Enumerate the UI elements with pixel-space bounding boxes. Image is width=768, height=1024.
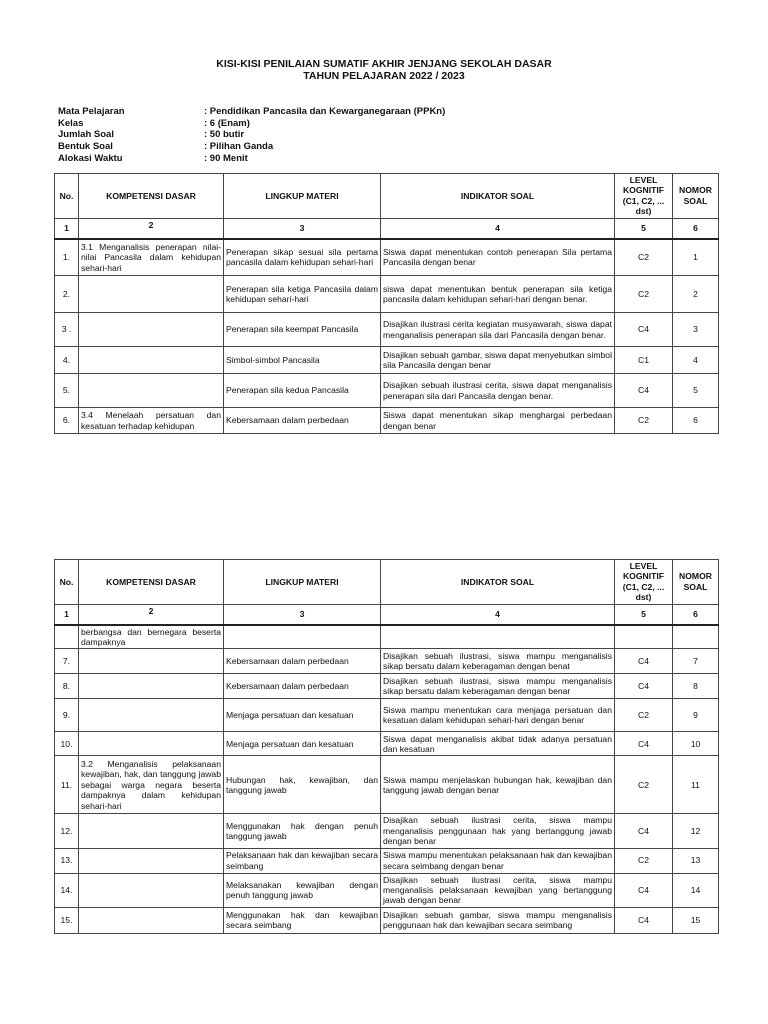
cell-indikator-soal: Disajikan sebuah ilustrasi cerita, siswa mampu menganalisis pelaksanaan kewajiban yang bertanggung jawab dengan benar: [381, 873, 615, 907]
cell-lingkup-materi: [224, 625, 381, 649]
table-row: [55, 814, 719, 848]
cell-indikator-soal: Disajikan ilustrasi cerita kegiatan musyawarah, siswa dapat menganalisis penerapan sila dari Pancasila dengan benar.: [381, 313, 615, 347]
table-row: [55, 848, 719, 873]
table-row: [55, 649, 719, 674]
cell-indikator-soal: Siswa mampu menentukan pelaksanaan hak dan kewajiban secara seimbang dengan benar: [381, 848, 615, 873]
cell-kompetensi-dasar: [79, 649, 224, 674]
table-row: [55, 313, 719, 347]
cell-level-kognitif: C4: [615, 732, 673, 756]
cell-nomor-soal: 10: [673, 732, 719, 756]
cell-nomor-soal: 13: [673, 848, 719, 873]
cell-no: 9.: [55, 699, 79, 732]
cell-kompetensi-dasar: [79, 873, 224, 907]
cell-indikator-soal: Siswa dapat menganalisis akibat tidak adanya persatuan dan kesatuan: [381, 732, 615, 756]
cell-no: 10.: [55, 732, 79, 756]
cell-nomor-soal: 3: [673, 313, 719, 347]
cell-lingkup-materi: Melaksanakan kewajiban dengan penuh tanggung jawab: [224, 873, 381, 907]
info-label: Alokasi Waktu: [58, 152, 123, 164]
table-row: [55, 276, 719, 313]
info-row: [58, 141, 445, 153]
info-row: [58, 129, 445, 141]
column-number: 3: [224, 218, 381, 239]
column-number: 4: [381, 604, 615, 625]
cell-kompetensi-dasar: 3.2 Menganalisis pelaksanaan kewajiban, hak, dan tanggung jawab sebagai warga negara beserta dampaknya dalam kehidupan sehari-hari: [79, 756, 224, 814]
column-number: 1: [55, 604, 79, 625]
column-number: 6: [673, 604, 719, 625]
info-value: : Pendidikan Pancasila dan Kewarganegaraan (PPKn): [204, 106, 446, 117]
cell-nomor-soal: 14: [673, 873, 719, 907]
info-label: Kelas: [58, 117, 84, 129]
cell-indikator-soal: Disajikan sebuah gambar, siswa mampu menganalisis penggunaan hak dan kewajiban secara seimbang: [381, 907, 615, 933]
cell-lingkup-materi: Menjaga persatuan dan kesatuan: [224, 699, 381, 732]
table-header-row: [55, 174, 719, 219]
cell-level-kognitif: C4: [615, 814, 673, 848]
header-level-kognitif: LEVEL KOGNITIF (C1, C2, ... dst): [615, 560, 673, 605]
cell-no: 3 .: [55, 313, 79, 347]
cell-no: 5.: [55, 374, 79, 408]
cell-kompetensi-dasar: [79, 848, 224, 873]
header-level-kognitif: LEVEL KOGNITIF (C1, C2, ... dst): [615, 174, 673, 219]
cell-kompetensi-dasar: [79, 732, 224, 756]
cell-nomor-soal: 8: [673, 674, 719, 699]
cell-nomor-soal: 15: [673, 907, 719, 933]
cell-level-kognitif: C4: [615, 873, 673, 907]
info-value: : Pilihan Ganda: [204, 141, 274, 153]
table-header-row: [55, 560, 719, 605]
cell-nomor-soal: [673, 625, 719, 649]
subject-info: [58, 106, 445, 165]
info-label: Jumlah Soal: [58, 129, 114, 141]
cell-kompetensi-dasar: [79, 374, 224, 408]
cell-level-kognitif: C1: [615, 347, 673, 374]
cell-no: 11.: [55, 756, 79, 814]
cell-lingkup-materi: Kebersamaan dalam perbedaan: [224, 408, 381, 434]
column-number: 5: [615, 218, 673, 239]
table-row: [55, 873, 719, 907]
cell-indikator-soal: siswa dapat menentukan bentuk penerapan sila ketiga pancasila dalam kehidupan sehari-hari dengan benar.: [381, 276, 615, 313]
cell-level-kognitif: C4: [615, 313, 673, 347]
cell-nomor-soal: 9: [673, 699, 719, 732]
cell-level-kognitif: C4: [615, 674, 673, 699]
column-number: 3: [224, 604, 381, 625]
cell-lingkup-materi: Kebersamaan dalam perbedaan: [224, 674, 381, 699]
cell-lingkup-materi: Menggunakan hak dengan penuh tanggung jawab: [224, 814, 381, 848]
info-value: : 90 Menit: [204, 152, 248, 164]
cell-lingkup-materi: Penerapan sila kedua Pancasila: [224, 374, 381, 408]
grid-table-2: [54, 559, 719, 934]
cell-indikator-soal: Siswa dapat menentukan contoh penerapan Sila pertama Pancasila dengan benar: [381, 239, 615, 276]
cell-no: 6.: [55, 408, 79, 434]
column-number: 2: [79, 218, 224, 239]
cell-level-kognitif: C2: [615, 848, 673, 873]
column-number: 5: [615, 604, 673, 625]
cell-no: 8.: [55, 674, 79, 699]
header-no: No.: [55, 560, 79, 605]
cell-level-kognitif: C4: [615, 374, 673, 408]
header-lingkup-materi: LINGKUP MATERI: [224, 560, 381, 605]
cell-kompetensi-dasar: berbangsa dan bernegara beserta dampaknya: [79, 625, 224, 649]
info-value: : 50 butir: [204, 129, 245, 141]
cell-kompetensi-dasar: 3.1 Menganalisis penerapan nilai-nilai Pancasila dalam kehidupan sehari-hari: [79, 239, 224, 276]
cell-no: 2.: [55, 276, 79, 313]
column-number: 1: [55, 218, 79, 239]
cell-nomor-soal: 6: [673, 408, 719, 434]
cell-no: 15.: [55, 907, 79, 933]
cell-nomor-soal: 12: [673, 814, 719, 848]
cell-lingkup-materi: Menjaga persatuan dan kesatuan: [224, 732, 381, 756]
cell-lingkup-materi: Simbol-simbol Pancasila: [224, 347, 381, 374]
cell-indikator-soal: Disajikan sebuah ilustrasi, siswa mampu menganalisis sikap bersatu dalam keberagaman dengan benar: [381, 674, 615, 699]
header-kompetensi-dasar: KOMPETENSI DASAR: [79, 174, 224, 219]
cell-level-kognitif: C2: [615, 699, 673, 732]
cell-no: 4.: [55, 347, 79, 374]
cell-nomor-soal: 4: [673, 347, 719, 374]
cell-lingkup-materi: Pelaksanaan hak dan kewajiban secara seimbang: [224, 848, 381, 873]
header-no: No.: [55, 174, 79, 219]
info-row: [58, 106, 445, 118]
cell-indikator-soal: Siswa dapat menentukan sikap menghargai perbedaan dengan benar: [381, 408, 615, 434]
cell-nomor-soal: 7: [673, 649, 719, 674]
table-row: [55, 347, 719, 374]
info-row: [58, 118, 445, 130]
table-row: [55, 907, 719, 933]
cell-no: 14.: [55, 873, 79, 907]
table-row: [55, 374, 719, 408]
cell-no: [55, 625, 79, 649]
cell-kompetensi-dasar: [79, 699, 224, 732]
cell-level-kognitif: C2: [615, 276, 673, 313]
header-nomor-soal: NOMOR SOAL: [673, 560, 719, 605]
cell-level-kognitif: C4: [615, 907, 673, 933]
column-number: 6: [673, 218, 719, 239]
cell-kompetensi-dasar: [79, 674, 224, 699]
cell-nomor-soal: 11: [673, 756, 719, 814]
cell-no: 1.: [55, 239, 79, 276]
header-indikator-soal: INDIKATOR SOAL: [381, 560, 615, 605]
cell-kompetensi-dasar: [79, 814, 224, 848]
cell-level-kognitif: C2: [615, 756, 673, 814]
cell-indikator-soal: Disajikan sebuah ilustrasi cerita, siswa mampu menganalisis penggunaan hak yang bertanggung jawab dengan benar: [381, 814, 615, 848]
cell-indikator-soal: Disajikan sebuah ilustrasi cerita, siswa dapat menganalisis penerapan sila dari Pancasila dengan benar.: [381, 374, 615, 408]
cell-lingkup-materi: Kebersamaan dalam perbedaan: [224, 649, 381, 674]
info-row: [58, 153, 445, 165]
header-lingkup-materi: LINGKUP MATERI: [224, 174, 381, 219]
header-kompetensi-dasar: KOMPETENSI DASAR: [79, 560, 224, 605]
column-number: 4: [381, 218, 615, 239]
cell-kompetensi-dasar: 3.4 Menelaah persatuan dan kesatuan terhadap kehidupan: [79, 408, 224, 434]
table-row: [55, 674, 719, 699]
column-number-row: [55, 604, 719, 625]
cell-lingkup-materi: Penerapan sikap sesuai sila pertama pancasila dalam kehidupan sehari-hari: [224, 239, 381, 276]
cell-kompetensi-dasar: [79, 313, 224, 347]
cell-nomor-soal: 2: [673, 276, 719, 313]
cell-kompetensi-dasar: [79, 347, 224, 374]
cell-indikator-soal: Disajikan sebuah ilustrasi, siswa mampu menganalisis sikap bersatu dalam keberagaman dengan benat: [381, 649, 615, 674]
cell-nomor-soal: 5: [673, 374, 719, 408]
header-nomor-soal: NOMOR SOAL: [673, 174, 719, 219]
table-row: [55, 699, 719, 732]
table-row: [55, 625, 719, 649]
cell-indikator-soal: [381, 625, 615, 649]
cell-indikator-soal: Siswa mampu menentukan cara menjaga persatuan dan kesatuan dalam kehidupan sehari-hari dengan benar: [381, 699, 615, 732]
cell-nomor-soal: 1: [673, 239, 719, 276]
cell-level-kognitif: C4: [615, 649, 673, 674]
cell-lingkup-materi: Hubungan hak, kewajiban, dan tanggung jawab: [224, 756, 381, 814]
cell-no: 12.: [55, 814, 79, 848]
cell-no: 13.: [55, 848, 79, 873]
table-row: [55, 408, 719, 434]
cell-lingkup-materi: Menggunakan hak dan kewajiban secara seimbang: [224, 907, 381, 933]
document-subtitle: TAHUN PELAJARAN 2022 / 2023: [303, 70, 465, 82]
document-title: KISI-KISI PENILAIAN SUMATIF AKHIR JENJANG SEKOLAH DASAR: [216, 58, 552, 70]
cell-no: 7.: [55, 649, 79, 674]
grid-table-1: [54, 173, 719, 434]
cell-lingkup-materi: Penerapan sila ketiga Pancasila dalam kehidupan sehari-hari: [224, 276, 381, 313]
info-value: : 6 (Enam): [204, 117, 250, 129]
cell-indikator-soal: Siswa mampu menjelaskan hubungan hak, kewajiban dan tanggung jawab dengan benar: [381, 756, 615, 814]
table-row: [55, 756, 719, 814]
table-row: [55, 732, 719, 756]
cell-level-kognitif: C2: [615, 239, 673, 276]
info-label: Bentuk Soal: [58, 141, 113, 153]
cell-level-kognitif: C2: [615, 408, 673, 434]
table-row: [55, 239, 719, 276]
header-indikator-soal: INDIKATOR SOAL: [381, 174, 615, 219]
cell-indikator-soal: Disajikan sebuah gambar, siswa dapat menyebutkan simbol sila Pancasila dengan benar: [381, 347, 615, 374]
column-number: 2: [79, 604, 224, 625]
info-label: Mata Pelajaran: [58, 106, 125, 117]
cell-kompetensi-dasar: [79, 276, 224, 313]
cell-level-kognitif: [615, 625, 673, 649]
column-number-row: [55, 218, 719, 239]
cell-kompetensi-dasar: [79, 907, 224, 933]
cell-lingkup-materi: Penerapan sila keempat Pancasila: [224, 313, 381, 347]
